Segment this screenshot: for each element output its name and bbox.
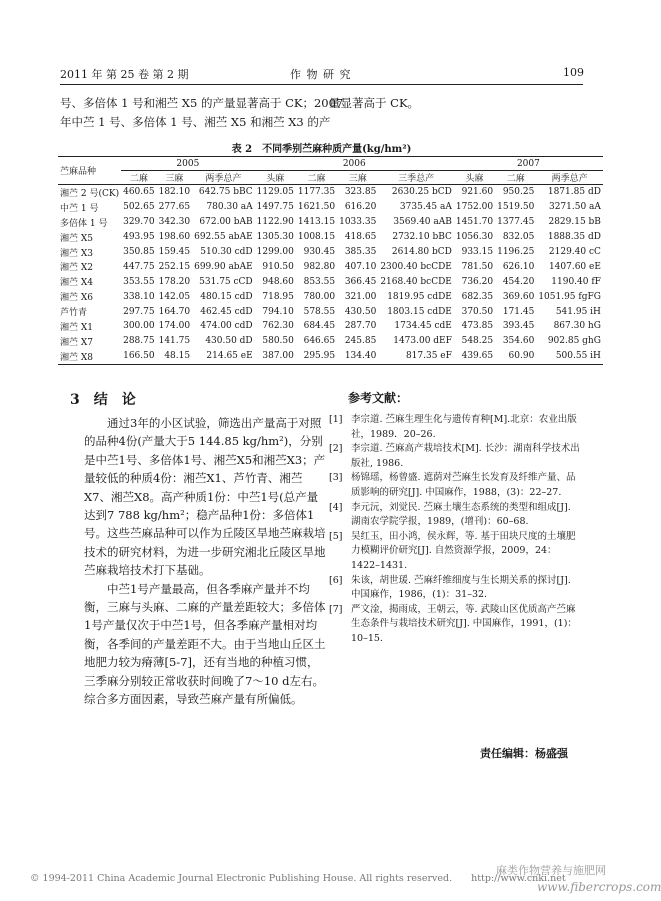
reference-text: 李元沅，刘觉民. 苎麻土壤生态系统的类型和组成[J]. 湖南农学院学报，1989，(增刊)：60–68. — [351, 501, 571, 528]
column-header: 二麻 — [506, 174, 525, 184]
yield-cell: 1407.60 eE — [548, 261, 601, 272]
journal-issue: 2011 年 第 25 卷 第 2 期 — [60, 68, 189, 81]
references-title: 参考文献： — [348, 391, 409, 405]
yield-cell: 762.30 — [262, 321, 294, 332]
yield-cell: 1008.15 — [297, 232, 336, 243]
table-row — [58, 200, 603, 215]
variety-cell: 湘苎 X1 — [60, 322, 93, 333]
yield-cell: 297.75 — [123, 306, 155, 317]
yield-table — [58, 156, 603, 365]
journal-name: 作 物 研 究 — [290, 68, 352, 81]
yield-cell: 321.00 — [344, 291, 377, 302]
yield-cell: 214.65 eE — [206, 351, 253, 362]
variety-cell: 湘苎 X3 — [60, 248, 93, 259]
yield-cell: 1129.05 — [256, 187, 294, 198]
variety-cell: 湘苎 X5 — [60, 233, 93, 244]
reference-number: [3] — [329, 472, 343, 484]
reference-item — [329, 442, 583, 471]
table-row — [58, 274, 603, 289]
column-header: 三麻 — [348, 174, 367, 184]
yield-cell: 393.45 — [502, 321, 535, 332]
yield-cell: 832.05 — [502, 232, 535, 243]
copyright-footer: © 1994-2011 China Academic Journal Electronic Publishing House. All rights reserved. http://www.cnki.net — [30, 873, 566, 884]
yield-cell: 626.10 — [502, 261, 535, 272]
yield-cell: 1056.30 — [455, 232, 494, 243]
yield-cell: 1752.00 — [455, 202, 494, 213]
reference-number: [7] — [329, 603, 343, 615]
reference-item — [329, 471, 583, 500]
table-row — [58, 304, 603, 319]
yield-cell: 2829.15 bB — [548, 217, 601, 228]
yield-cell: 174.00 — [158, 321, 191, 332]
yield-cell: 682.35 — [461, 291, 494, 302]
yield-cell: 930.45 — [303, 247, 336, 257]
yield-cell: 447.75 — [123, 261, 155, 272]
yield-cell: 1888.35 dD — [547, 232, 601, 243]
top-paragraph-line-2: 年中苎 1 号、多倍体 1 号、湘苎 X5 和湘苎 X3 的产 — [60, 115, 331, 129]
yield-cell: 60.90 — [508, 351, 535, 362]
yield-cell: 430.50 — [344, 306, 377, 317]
reference-number: [6] — [329, 574, 343, 586]
yield-cell: 198.60 — [158, 232, 191, 243]
variety-cell: 湘苎 2 号(CK) — [60, 188, 120, 199]
reference-item — [329, 574, 583, 603]
column-header: 三季总产 — [398, 174, 435, 184]
yield-cell: 178.20 — [158, 276, 191, 287]
yield-cell: 684.45 — [303, 321, 336, 332]
reference-item — [329, 501, 583, 530]
conclusion-paragraph: 通过3年的小区试验，筛选出产量高于对照的品种4份(产量大于5 144.85 kg/hm²)，分别是中苎1号、多倍体1号、湘苎X5和湘苎X3；产量较低的种质4份：湘苎X1、芦竹青、湘苎X7、湘苎X8。高产种质1份：中苎1号(总产量达到7 788 kg/hm²；稳产品种1份：多倍体1号。这些苎麻品种可以作为丘陵区旱地苎麻栽培技术的研究材料，为进一步研究湘北丘陵区旱地苎麻栽培技术打下基础。 — [84, 416, 326, 578]
yield-cell: 794.10 — [262, 306, 294, 317]
table-row — [58, 215, 603, 230]
yield-cell: 780.00 — [303, 291, 336, 302]
table-row — [58, 245, 603, 260]
yield-cell: 2168.40 bcCDE — [380, 276, 452, 287]
year-header: 2006 — [255, 157, 454, 171]
yield-cell: 2300.40 bcCDE — [380, 261, 452, 272]
column-header: 头麻 — [465, 174, 484, 184]
variety-cell: 湘苎 X7 — [60, 337, 93, 348]
column-header: 二麻 — [307, 174, 326, 184]
yield-cell: 493.95 — [123, 232, 155, 243]
yield-cell: 3735.45 aA — [399, 202, 452, 213]
yield-cell: 1051.95 fgFG — [538, 291, 601, 302]
yield-cell: 460.65 — [123, 187, 155, 198]
yield-cell: 1871.85 dD — [547, 187, 601, 198]
yield-cell: 369.60 — [502, 291, 535, 302]
yield-cell: 142.05 — [158, 291, 191, 302]
yield-cell: 2630.25 bCD — [391, 187, 452, 198]
yield-cell: 474.00 cdD — [200, 321, 253, 332]
variety-cell: 湘苎 X2 — [60, 263, 93, 274]
page-number: 109 — [563, 66, 584, 79]
yield-cell: 510.30 cdD — [200, 247, 253, 257]
yield-cell: 354.60 — [502, 336, 535, 347]
yield-cell: 338.10 — [123, 291, 155, 302]
yield-cell: 933.15 — [461, 247, 494, 257]
yield-cell: 454.20 — [502, 276, 535, 287]
yield-cell: 578.55 — [303, 306, 336, 317]
variety-cell: 湘苎 X6 — [60, 293, 93, 304]
yield-cell: 288.75 — [123, 336, 155, 347]
yield-cell: 541.95 iH — [555, 306, 601, 317]
yield-cell: 580.50 — [262, 336, 294, 347]
yield-cell: 182.10 — [158, 187, 191, 198]
yield-cell: 910.50 — [262, 261, 294, 272]
yield-cell: 171.45 — [502, 306, 535, 317]
reference-text: 李宗道. 苎麻高产栽培技术[M]. 长沙：湖南科学技术出版社, 1986. — [351, 443, 580, 469]
yield-cell: 277.65 — [158, 202, 191, 213]
column-header: 二麻 — [129, 174, 148, 184]
yield-cell: 616.20 — [344, 202, 377, 213]
table-caption: 表 2 不同季别苎麻种质产量(kg/hm²) — [231, 144, 412, 155]
yield-cell: 1413.15 — [297, 217, 336, 228]
variety-cell: 多倍体 1 号 — [60, 218, 108, 229]
yield-cell: 3569.40 aAB — [393, 217, 452, 228]
yield-cell: 672.00 bAB — [199, 217, 253, 228]
reference-number: [4] — [329, 501, 343, 513]
watermark-url: www.fibercrops.com — [537, 880, 661, 894]
yield-cell: 300.00 — [123, 321, 155, 332]
yield-cell: 2732.10 bBC — [392, 232, 452, 243]
yield-cell: 385.35 — [344, 247, 377, 257]
yield-cell: 1377.45 — [497, 217, 535, 228]
yield-cell: 252.15 — [158, 261, 191, 272]
reference-text: 严文淦，揭雨成，王朝云，等. 武陵山区优质高产苎麻生态条件与栽培技术研究[J]. 中国麻作，1991，(1)：10–15. — [351, 603, 577, 644]
yield-cell: 699.90 abAE — [194, 261, 253, 272]
table-row — [58, 349, 603, 364]
yield-cell: 642.75 bBC — [198, 187, 253, 198]
table-row — [58, 334, 603, 349]
yield-cell: 2614.80 bCD — [391, 247, 452, 257]
yield-cell: 646.65 — [303, 336, 336, 347]
variety-cell: 中苎 1 号 — [60, 203, 99, 214]
yield-cell: 323.85 — [344, 187, 377, 198]
year-header: 2007 — [454, 157, 603, 171]
yield-cell: 1196.25 — [497, 247, 535, 257]
variety-cell: 湘苎 X4 — [60, 278, 93, 289]
yield-cell: 3271.50 aA — [548, 202, 601, 213]
variety-cell: 湘苎 X8 — [60, 352, 93, 363]
reference-item — [329, 530, 583, 574]
yield-cell: 134.40 — [344, 351, 377, 362]
yield-cell: 430.50 dD — [205, 336, 253, 347]
yield-cell: 500.55 iH — [555, 351, 601, 362]
reference-text: 朱该，胡世瑗. 苎麻纤维细度与生长期关系的探讨[J]. 中国麻作，1986，(1)：31–32. — [351, 574, 571, 601]
top-paragraph-right: 量显著高于 CK。 — [329, 96, 420, 110]
yield-cell: 366.45 — [344, 276, 377, 287]
section-title: 3 结 论 — [70, 392, 136, 408]
yield-cell: 692.55 abAE — [194, 232, 253, 243]
yield-cell: 736.20 — [461, 276, 494, 287]
yield-cell: 718.95 — [262, 291, 294, 302]
variety-header: 苎麻品种 — [58, 157, 121, 185]
table-row — [58, 185, 603, 200]
yield-cell: 853.55 — [303, 276, 336, 287]
yield-cell: 817.35 eF — [405, 351, 452, 362]
yield-cell: 473.85 — [461, 321, 494, 332]
yield-cell: 462.45 cdD — [200, 306, 253, 317]
yield-cell: 166.50 — [123, 351, 155, 362]
column-header: 三麻 — [165, 174, 184, 184]
yield-cell: 1451.70 — [455, 217, 494, 228]
table-row — [58, 230, 603, 245]
year-header: 2005 — [121, 157, 255, 171]
yield-cell: 353.55 — [123, 276, 155, 287]
yield-cell: 245.85 — [344, 336, 377, 347]
reference-text: 吴红玉，田小鸿，侯永辉，等. 基于田块尺度的土壤肥力模糊评价研究[J]. 自然资源学报，2009，24：1422–1431. — [351, 530, 576, 571]
yield-cell: 1734.45 cdE — [394, 321, 452, 332]
yield-cell: 950.25 — [502, 187, 535, 198]
yield-cell: 418.65 — [344, 232, 377, 243]
yield-cell: 548.25 — [461, 336, 494, 347]
yield-cell: 781.50 — [461, 261, 494, 272]
yield-cell: 502.65 — [123, 202, 155, 213]
yield-cell: 329.70 — [123, 217, 155, 228]
top-paragraph-line-1: 号、多倍体 1 号和湘苎 X5 的产量显著高于 CK；2007 — [60, 96, 344, 110]
reference-list — [329, 413, 583, 647]
table-row — [58, 259, 603, 274]
editor-credit: 责任编辑：杨盛强 — [480, 747, 568, 760]
yield-cell: 1803.15 cdDE — [387, 306, 452, 317]
reference-item — [329, 413, 583, 442]
column-header: 头麻 — [266, 174, 285, 184]
column-header: 两季总产 — [205, 174, 242, 184]
yield-cell: 1177.35 — [297, 187, 336, 198]
yield-cell: 370.50 — [461, 306, 494, 317]
yield-cell: 164.70 — [158, 306, 191, 317]
yield-cell: 480.15 cdD — [200, 291, 253, 302]
yield-cell: 159.45 — [158, 247, 191, 257]
yield-cell: 531.75 cCD — [199, 276, 253, 287]
yield-cell: 342.30 — [158, 217, 191, 228]
yield-cell: 141.75 — [158, 336, 191, 347]
yield-cell: 867.30 hG — [553, 321, 601, 332]
yield-cell: 902.85 ghG — [547, 336, 601, 347]
yield-cell: 1497.75 — [256, 202, 294, 213]
reference-number: [1] — [329, 414, 343, 425]
yield-cell: 1190.40 fF — [551, 276, 601, 287]
conclusion-body — [84, 414, 326, 709]
yield-cell: 439.65 — [461, 351, 494, 362]
yield-cell: 407.10 — [344, 261, 377, 272]
yield-cell: 1819.95 cdDE — [387, 291, 452, 302]
yield-cell: 1473.00 dEF — [393, 336, 452, 347]
yield-cell: 1122.90 — [256, 217, 294, 228]
yield-cell: 1519.50 — [497, 202, 535, 213]
reference-text: 杨锦瑶，杨曾盛. 遮荫对苎麻生长发育及纤维产量、品质影响的研究[J]. 中国麻作，1988，(3)：22–27. — [351, 472, 576, 498]
header-rule — [60, 84, 583, 85]
table-row — [58, 289, 603, 304]
reference-number: [5] — [329, 530, 343, 542]
yield-cell: 295.95 — [303, 351, 336, 362]
reference-text: 李宗道. 苎麻生理生化与遗传育种[M].北京：农业出版社，1989．20–26. — [351, 414, 577, 440]
yield-cell: 1033.35 — [339, 217, 377, 228]
reference-number: [2] — [329, 443, 343, 455]
yield-cell: 1305.30 — [256, 232, 294, 243]
watermark-text: 麻类作物营养与施肥网 — [496, 864, 606, 877]
reference-item — [329, 603, 583, 647]
yield-cell: 921.60 — [461, 187, 494, 198]
yield-cell: 48.15 — [164, 351, 191, 362]
yield-cell: 350.85 — [123, 247, 155, 257]
conclusion-paragraph: 中苎1号产量最高，但各季麻产量并不均衡，三麻与头麻、二麻的产量差距较大；多倍体1号产量仅次于中苎1号，但各季麻产量相对均衡，各季间的产量差距不大。由于当地山丘区土地肥力较为瘠薄[5-7]，还有当地的种植习惯，三季麻分别较正常收获时间晚了7～10 d左右。综合多方面因素，导致苎麻产量有所偏低。 — [84, 581, 326, 707]
yield-cell: 780.30 aA — [206, 202, 253, 213]
variety-cell: 芦竹青 — [60, 308, 88, 319]
column-header: 两季总产 — [551, 174, 588, 184]
yield-cell: 2129.40 cC — [548, 247, 601, 257]
yield-cell: 1299.00 — [256, 247, 294, 257]
yield-cell: 982.80 — [303, 261, 336, 272]
yield-cell: 387.00 — [262, 351, 294, 362]
table-row — [58, 319, 603, 334]
yield-cell: 287.70 — [344, 321, 377, 332]
yield-cell: 1621.50 — [297, 202, 336, 213]
yield-cell: 948.60 — [262, 276, 294, 287]
